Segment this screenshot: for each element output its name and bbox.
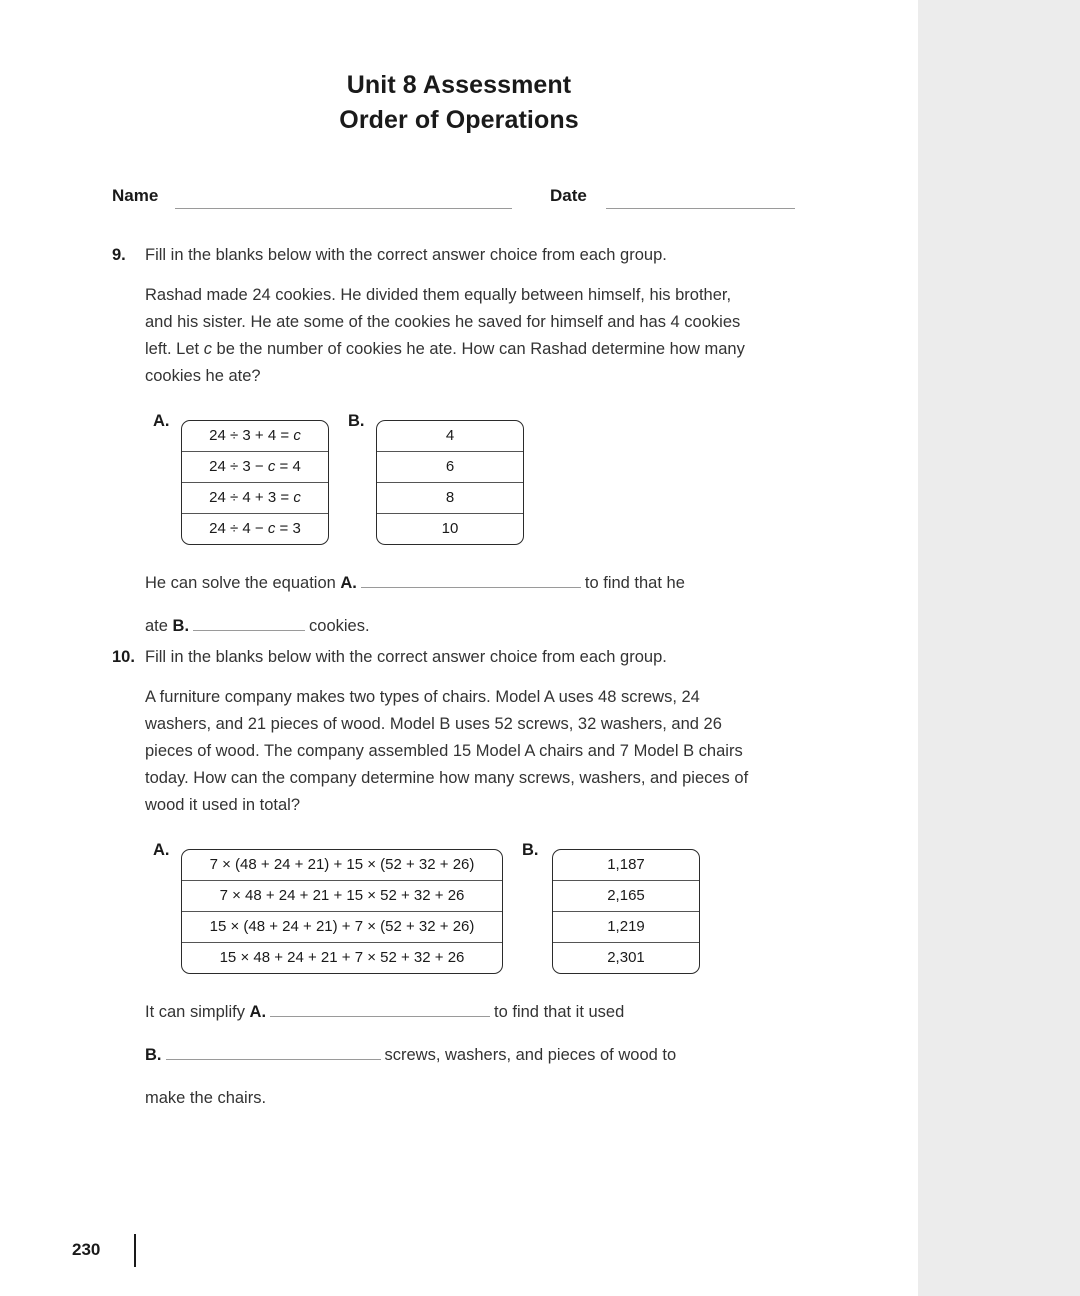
question-9-group-a-label: A. — [153, 412, 170, 430]
choice-option[interactable]: 2,165 — [553, 881, 699, 912]
choice-option[interactable] — [182, 421, 328, 452]
choice-text: 24 ÷ 3 + 4 = — [209, 427, 294, 444]
name-input-line[interactable] — [175, 208, 512, 209]
choice-variable: c — [267, 458, 276, 475]
question-10-answer-blank-b[interactable] — [166, 1044, 381, 1060]
fill-text-tail: to find that it used — [494, 1003, 625, 1021]
choice-option[interactable]: 7 × (48 + 24 + 21) + 15 × (52 + 32 + 26) — [182, 850, 502, 881]
question-10-answer-blank-a[interactable] — [270, 1001, 490, 1017]
choice-option[interactable]: 1,187 — [553, 850, 699, 881]
date-input-line[interactable] — [606, 208, 795, 209]
question-10-group-b-box[interactable] — [552, 849, 700, 974]
choice-option[interactable]: 4 — [377, 421, 523, 452]
question-10 — [112, 645, 752, 1112]
choice-option[interactable] — [182, 483, 328, 514]
question-9-choices — [145, 412, 752, 552]
question-9-group-b-box[interactable] — [376, 420, 524, 545]
choice-option[interactable]: 6 — [377, 452, 523, 483]
name-label: Name — [112, 186, 159, 205]
choice-option[interactable]: 15 × (48 + 24 + 21) + 7 × (52 + 32 + 26) — [182, 912, 502, 943]
title-line-2: Order of Operations — [339, 106, 579, 134]
fill-group-label: B. — [145, 1046, 162, 1064]
page-number: 230 — [72, 1240, 101, 1259]
choice-option[interactable]: 2,301 — [607, 949, 645, 966]
question-9 — [112, 243, 752, 640]
question-9-body-tail: be the number of cookies he ate. How can Rashad determine how many cookies he ate? — [145, 340, 745, 385]
question-10-group-a-label: A. — [153, 841, 170, 859]
question-10-header — [112, 645, 752, 669]
choice-option[interactable]: 7 × 48 + 24 + 21 + 15 × 52 + 32 + 26 — [182, 881, 502, 912]
fill-text: It can simplify — [145, 1003, 250, 1021]
question-10-fill-line-1 — [145, 999, 752, 1026]
fill-text-tail: screws, washers, and pieces of wood to — [384, 1046, 677, 1064]
question-10-fill-line-3: make the chairs. — [145, 1089, 267, 1107]
question-9-group-b-label: B. — [348, 412, 365, 430]
title-line-1: Unit 8 Assessment — [346, 71, 572, 99]
choice-option[interactable]: 1,219 — [553, 912, 699, 943]
question-9-body — [145, 282, 752, 390]
fill-text: He can solve the equation — [145, 574, 341, 592]
question-9-answer-blank-b[interactable] — [193, 615, 305, 631]
choice-text: 24 ÷ 4 + 3 = — [209, 489, 294, 506]
fill-group-label: A. — [340, 574, 357, 592]
name-date-row — [112, 186, 812, 214]
question-9-fill-line-1 — [145, 570, 752, 597]
footer-divider — [134, 1234, 136, 1267]
fill-group-label: A. — [249, 1003, 267, 1021]
question-9-variable: c — [203, 340, 212, 358]
question-9-fill-line-2 — [145, 613, 752, 640]
choice-option[interactable] — [182, 514, 328, 544]
question-9-header — [112, 243, 752, 267]
choice-option[interactable]: 10 — [441, 520, 459, 537]
question-10-body: A furniture company makes two types of chairs. Model A uses 48 screws, 24 washers, and 21 pieces of wood. Model B uses 52 screws, 32 washers, and 26 pieces of wood. The company assembled 15 Model A chairs and 7 Model B chairs today. How can the company determine how many screws, washers, and pieces of wood it used in total? — [145, 688, 749, 814]
choice-text: 24 ÷ 4 − — [209, 520, 268, 537]
choice-option[interactable]: 8 — [377, 483, 523, 514]
question-9-number: 9. — [112, 246, 126, 264]
fill-group-label: B. — [172, 617, 190, 635]
choice-variable: c — [293, 489, 301, 506]
choice-text: 24 ÷ 3 − — [209, 458, 268, 475]
fill-text-tail: to find that he — [584, 574, 685, 592]
date-label: Date — [550, 186, 587, 205]
question-10-group-a-box[interactable] — [181, 849, 503, 974]
choice-variable: c — [267, 520, 276, 537]
page-gutter — [918, 0, 1080, 1296]
question-10-choices — [145, 841, 752, 981]
question-9-answer-blank-a[interactable] — [361, 572, 581, 588]
choice-text-tail: = 3 — [275, 520, 301, 537]
choice-option[interactable] — [182, 452, 328, 483]
question-10-prompt: Fill in the blanks below with the correct answer choice from each group. — [145, 648, 667, 666]
question-9-prompt: Fill in the blanks below with the correct answer choice from each group. — [145, 246, 667, 264]
question-10-fill-line-2 — [145, 1042, 752, 1069]
question-10-group-b-label: B. — [522, 841, 539, 859]
choice-option[interactable]: 15 × 48 + 24 + 21 + 7 × 52 + 32 + 26 — [219, 949, 465, 966]
choice-variable: c — [293, 427, 301, 444]
choice-text-tail: = 4 — [275, 458, 301, 475]
question-10-number: 10. — [112, 648, 135, 666]
fill-text: ate — [145, 617, 173, 635]
question-9-group-a-box[interactable] — [181, 420, 329, 545]
question-9-body-text: Rashad made 24 cookies. He divided them equally between himself, his brother, and his sister. He ate some of the cookies he saved for himself and has 4 cookies left. Let — [145, 286, 741, 358]
page-title — [0, 68, 918, 138]
fill-text-tail: cookies. — [309, 617, 370, 635]
